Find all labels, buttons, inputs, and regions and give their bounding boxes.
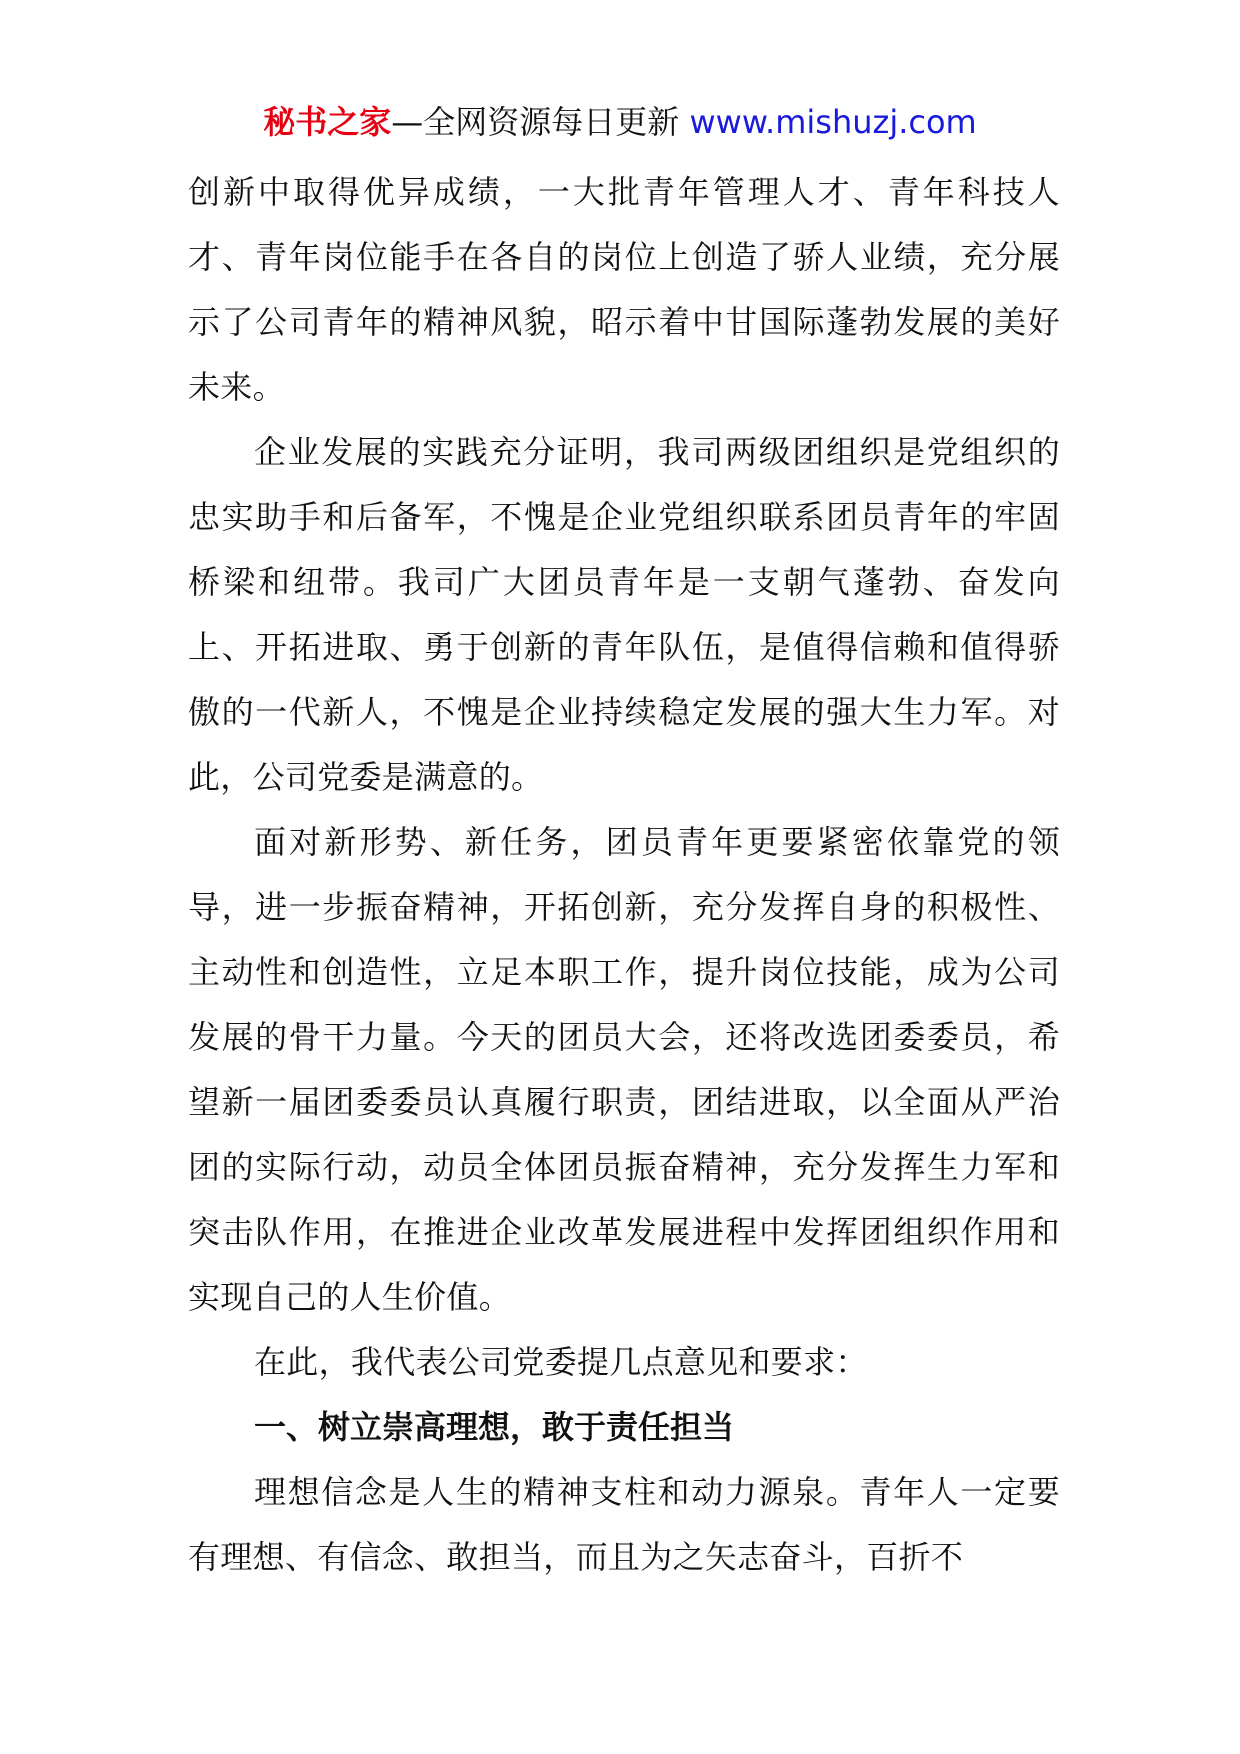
section-heading: 一、树立崇高理想，敢于责任担当 — [254, 1408, 735, 1446]
document-body — [188, 160, 1060, 1590]
site-url[interactable]: www.mishuzj.com — [689, 103, 977, 141]
paragraph: 企业发展的实践充分证明，我司两级团组织是党组织的忠实助手和后备军，不愧是企业党组织联系团员青年的牢固桥梁和纽带。我司广大团员青年是一支朝气蓬勃、奋发向上、开拓进取、勇于创新的青年队伍，是值得信赖和值得骄傲的一代新人，不愧是企业持续稳定发展的强大生力军。对此，公司党委是满意的。 — [188, 433, 1060, 796]
header-tagline: —全网资源每日更新 — [391, 103, 680, 141]
paragraph: 在此，我代表公司党委提几点意见和要求： — [254, 1343, 868, 1381]
brand-name: 秘书之家 — [263, 103, 392, 141]
paragraph: 面对新形势、新任务，团员青年更要紧密依靠党的领导，进一步振奋精神，开拓创新，充分发挥自身的积极性、主动性和创造性，立足本职工作，提升岗位技能，成为公司发展的骨干力量。今天的团员大会，还将改选团委委员，希望新一届团委委员认真履行职责，团结进取，以全面从严治团的实际行动，动员全体团员振奋精神，充分发挥生力军和突击队作用，在推进企业改革发展进程中发挥团组织作用和实现自己的人生价值。 — [188, 823, 1060, 1316]
paragraph: 理想信念是人生的精神支柱和动力源泉。青年人一定要有理想、有信念、敢担当，而且为之矢志奋斗，百折不 — [188, 1473, 1060, 1576]
paragraph-continued: 创新中取得优异成绩，一大批青年管理人才、青年科技人才、青年岗位能手在各自的岗位上创造了骄人业绩，充分展示了公司青年的精神风貌，昭示着中甘国际蓬勃发展的美好未来。 — [188, 173, 1060, 406]
site-header — [0, 100, 1240, 144]
